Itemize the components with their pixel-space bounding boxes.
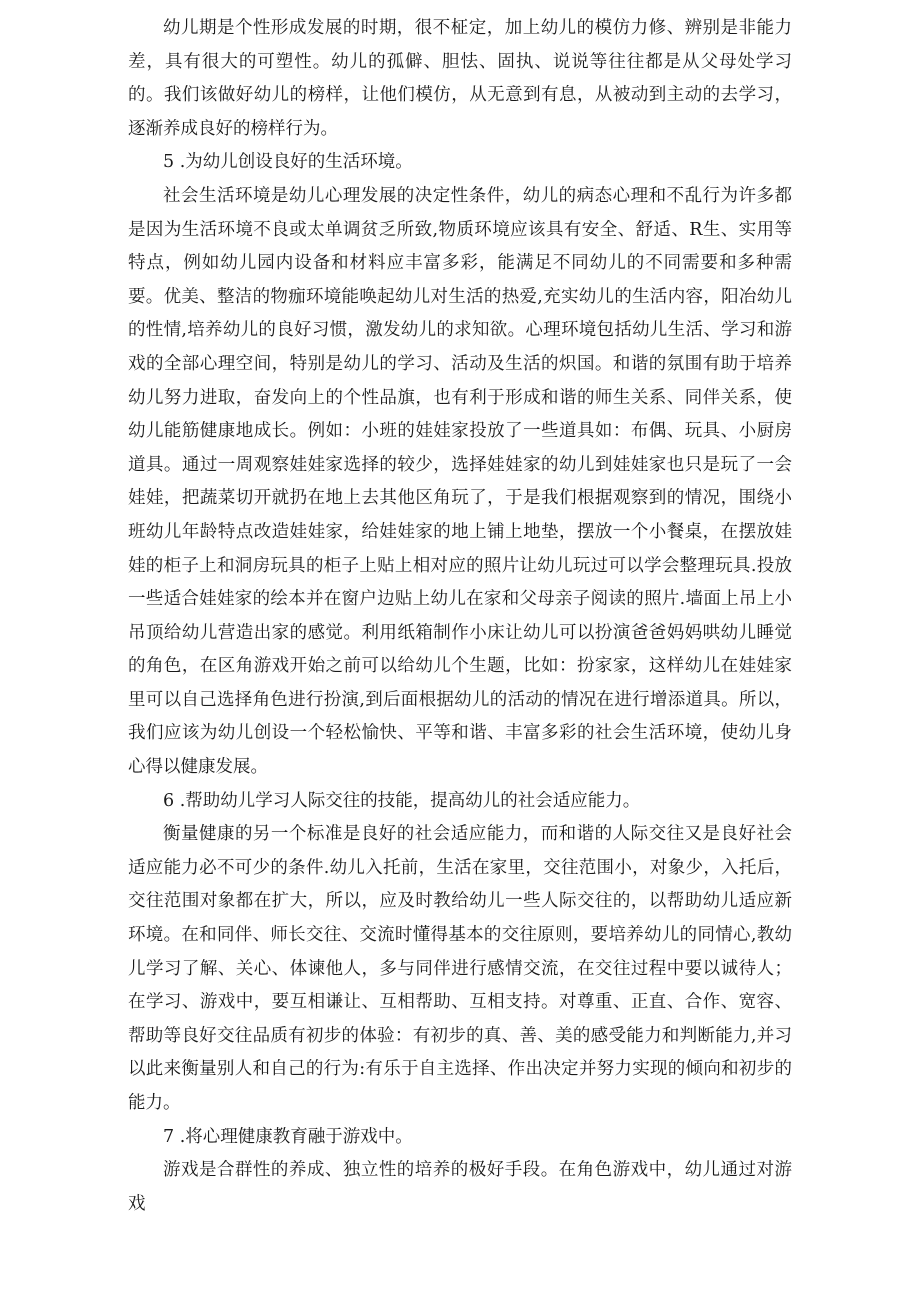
paragraph-environment: 社会生活环境是幼儿心理发展的决定性条件，幼儿的病态心理和不乱行为许多都是因为生活环境不良或太单调贫乏所致,物质环境应该具有安全、舒适、R生、实用等特点，例如幼儿园内设备和材料应丰富多彩，能满足不同幼儿的不同需要和多种需要。优美、整洁的物痂环境能唤起幼儿对生活的热爱,充实幼儿的生活内容，阳冶幼儿的性情,培养幼儿的良好习惯，激发幼儿的求知欲。心理环境包括幼儿生活、学习和游戏的全部心理空间，特别是幼儿的学习、活动及生活的炽国。和谐的氛围有助于培养幼儿努力进取，奋发向上的个性品旗，也有利于形成和谐的师生关系、同伴关系，使幼儿能筋健康地成长。例如：小班的娃娃家投放了一些道具如：布偶、玩具、小厨房道具。通过一周观察娃娃家选择的较少，选择娃娃家的幼儿到娃娃家也只是玩了一会娃娃，把蔬菜切开就扔在地上去其他区角玩了，于是我们根据观察到的情况，围绕小班幼儿年龄特点改造娃娃家，给娃娃家的地上铺上地垫，摆放一个小餐桌，在摆放娃娃的柜子上和洞房玩具的柜子上贴上相对应的照片让幼儿玩过可以学会整理玩具.投放一些适合娃娃家的绘本并在窗户边贴上幼儿在家和父母亲子阅读的照片.墙面上吊上小吊顶给幼儿营造出家的感觉。利用纸箱制作小床让幼儿可以扮演爸爸妈妈哄幼儿睡觉的角色，在区角游戏开始之前可以给幼儿个生题，比如：扮家家，这样幼儿在娃娃家里可以自己选择角色进行扮演,到后面根据幼儿的活动的情况在进行增添道具。所以，我们应该为幼儿创设一个轻松愉快、平等和谐、丰富多彩的社会生活环境，使幼儿身心得以健康发展。: [128, 185, 792, 778]
paragraph-games: 游戏是合群性的养成、独立性的培养的极好手段。在角色游戏中，幼儿通过对游戏: [128, 1160, 792, 1214]
paragraph-imitation: 幼儿期是个性形成发展的时期，很不柾定，加上幼儿的模仿力修、辨别是非能力差，具有很大的可塑性。幼儿的孤僻、胆怯、固执、说说等往往都是从父母处学习的。我们该做好幼儿的榜样，让他们模仿，从无意到有息，从被动到主动的去学习，逐渐养成良好的榜样行为。: [128, 18, 792, 139]
section-heading-7: 7 .将心理健康教育融于游戏中。: [163, 1126, 413, 1147]
document-page: [128, 12, 792, 1221]
section-heading-6: 6 .帮助幼儿学习人际交往的技能，提高幼儿的社会适应能力。: [163, 790, 641, 811]
section-heading-5: 5 .为幼儿创设良好的生活环境。: [163, 152, 413, 173]
paragraph-social-skills: 衡量健康的另一个标准是良好的社会适应能力，而和谐的人际交往又是良好社会适应能力必不可少的条件.幼儿入托前，生活在家里，交往范围小，对象少，入托后，交往范围对象都在扩大，所以，应及时教给幼儿一些人际交往的，以帮助幼儿适应新环境。在和同伴、师长交往、交流时懂得基本的交往原则，要培养幼儿的同情心,教幼儿学习了解、关心、体谏他人，多与同伴进行感情交流，在交往过程中要以诚待人；在学习、游戏中，要互相谦让、互相帮助、互相支持。对尊重、正直、合作、宽容、帮助等良好交往品质有初步的体验：有初步的真、善、美的感受能力和判断能力,并习以此来衡量别人和自己的行为:有乐于自主选择、作出决定并努力实现的倾向和初步的能力。: [128, 824, 792, 1113]
